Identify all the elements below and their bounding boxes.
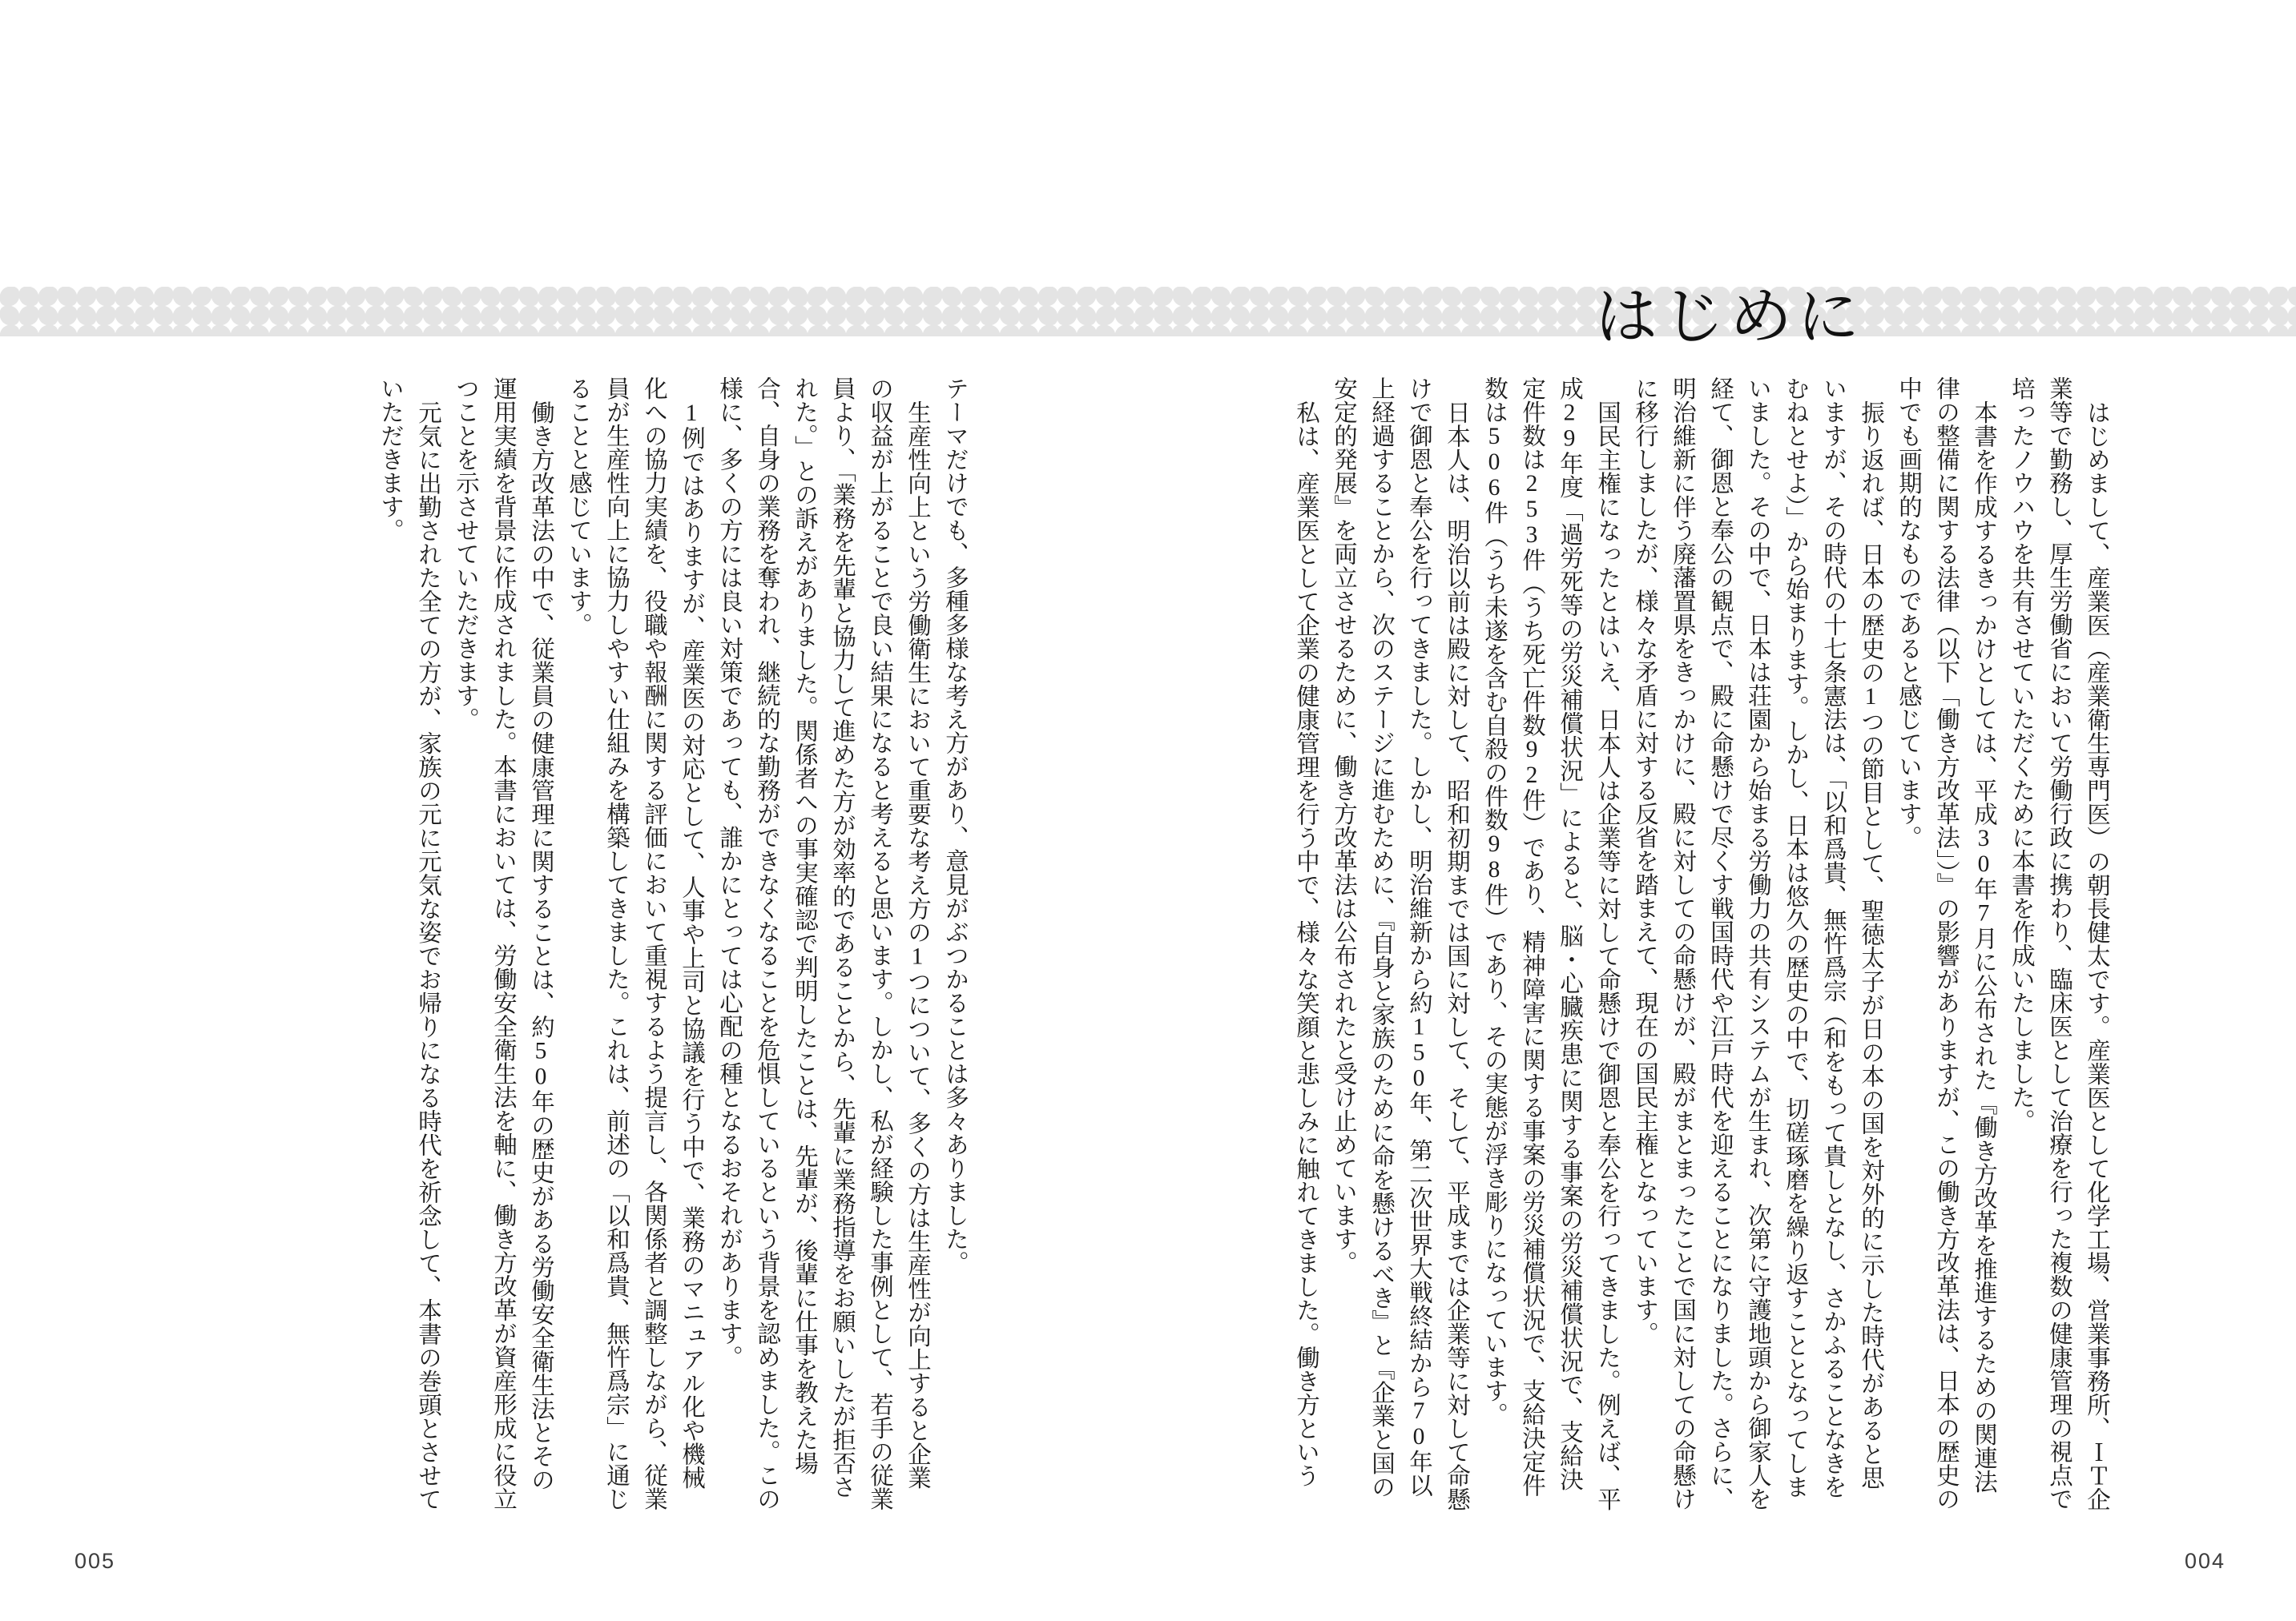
paragraph: 生産性向上という労働衛生において重要な考え方の1つについて、多くの方は生産性が向上すると企業の収益が上がることで良い結果になると考えると思います。しかし、私が経験した事例として、若手の従業員より、「業務を先輩と協力して進めた方が効率的であることから、先輩に業務指導をお願いしたが拒否された。」との訴えがありました。関係者への事実確認で判明したことは、先輩が、後輩に仕事を教えた場合、自身の業務を奪われ、継続的な勤務ができなくなることを危惧しているという背景を認めました。この様に、多くの方には良い対策であっても、誰かにとっては心配の種となるおそれがあります。: [716, 376, 930, 1510]
title-band-pattern: [0, 287, 2296, 336]
page-number-left: 005: [75, 1549, 116, 1573]
page-title: はじめに: [1594, 281, 1864, 352]
left-page-text: [371, 376, 973, 1512]
paragraph: 日本人は、明治以前は殿に対して、昭和初期までは国に対して、そして、平成までは企業等に対して命懸けで御恩と奉公を行ってきました。しかし、明治維新から約150年、第二次世界大戦終結から70年以上経過することから、次のステージに進むために、『自身と家族のために命を懸けるべき』と『企業と国の安定的発展』を両立させるために、働き方改革法は公布されたと受け止めています。: [1331, 376, 1469, 1510]
paragraph: 働き方改革法の中で、従業員の健康管理に関することは、約50年の歴史がある労働安全衛生法とその運用実績を背景に作成されました。本書においては、労働安全衛生法を軸に、働き方改革が資産形成に役立つことを示させていただきます。: [453, 376, 554, 1510]
paragraph: 国民主権になったとはいえ、日本人は企業等に対して命懸けで御恩と奉公を行ってきました。例えば、平成29年度「過労死等の労災補償状況」によると、脳・心臓疾患に関する事案の労災補償状況で、支給決定件数は253件（うち死亡件数92件）であり、精神障害に関する事案の労災補償状況で、支給決定件数は506件（うち未遂を含む自殺の件数98件）であり、その実態が浮き彫りになっています。: [1481, 376, 1620, 1510]
paragraph: テーマだけでも、多種多様な考え方があり、意見がぶつかることは多々ありました。: [942, 376, 968, 1274]
page-number-right: 004: [2184, 1549, 2226, 1573]
paragraph: 本書を作成するきっかけとしては、平成30年7月に公布された『働き方改革を推進するための関連法律の整備に関する法律（以下「働き方改革法」）』の影響がありますが、この働き方改革法は、日本の歴史の中でも画期的なものであると感じています。: [1895, 376, 1996, 1510]
paragraph: 元気に出勤された全ての方が、家族の元に元気な姿でお帰りになる時代を祈念して、本書の巻頭とさせていただきます。: [377, 376, 441, 1510]
paragraph: 私は、産業医として企業の健康管理を行う中で、様々な笑顔と悲しみに触れてきました。働き方という: [1293, 400, 1319, 1487]
paragraph: はじめまして、産業医（産業衛生専門医）の朝長健太です。産業医として化学工場、営業事務所、ＩＴ企業等で勤務し、厚生労働省において労働行政に携わり、臨床医として治療を行った複数の健康管理の視点で培ったノウハウを共有させていただくために本書を作成いたしました。: [2008, 376, 2109, 1510]
paragraph: 1例ではありますが、産業医の対応として、人事や上司と協議を行う中で、業務のマニュアル化や機械化への協力実績を、役職や報酬に関する評価において重視するよう提言し、各関係者と調整しながら、従業員が生産性向上に協力しやすい仕組みを構築してきました。これは、前述の「以和爲貴、無忤爲宗」に通じることと感じています。: [566, 376, 704, 1510]
right-page-text: [1287, 376, 2115, 1512]
paragraph: 振り返れば、日本の歴史の1つの節目として、聖徳太子が日の本の国を対外的に示した時代があると思いますが、その時代の十七条憲法は、「以和爲貴、無忤爲宗（和をもって貴しとなし、さかふることなきをむねとせよ）」から始まります。しかし、日本は悠久の歴史の中で、切磋琢磨を繰り返すこととなってしまいました。その中で、日本は荘園から始まる労働力の共有システムが生まれ、次第に守護地頭から御家人を経て、御恩と奉公の観点で、殿に命懸けで尽くす戦国時代や江戸時代を迎えることになりました。さらに、明治維新に伴う廃藩置県をきっかけに、殿に対しての命懸けが、殿がまとまったことで国に対しての命懸けに移行しましたが、様々な矛盾に対する反省を踏まえて、現在の国民主権となっています。: [1632, 376, 1883, 1510]
